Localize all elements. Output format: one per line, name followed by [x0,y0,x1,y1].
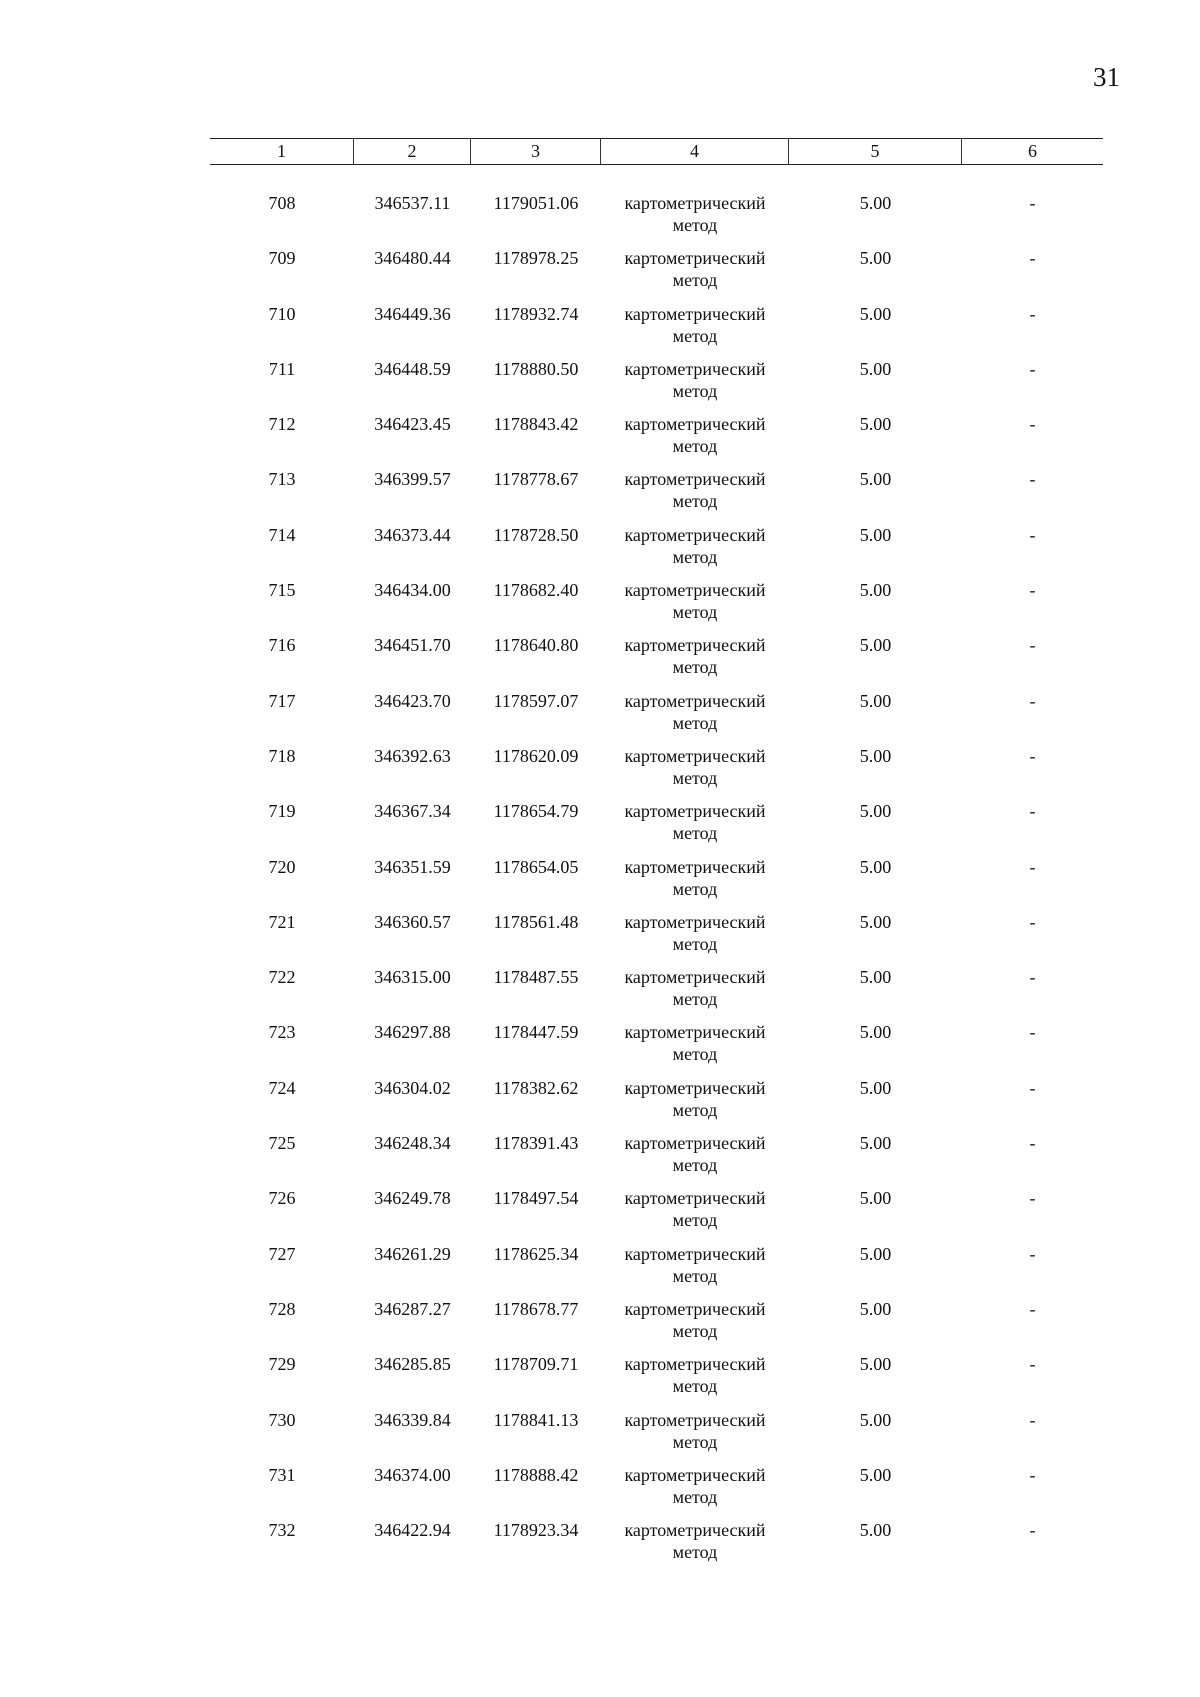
note-cell: - [1029,1188,1036,1209]
method-line-2: метод [672,1431,718,1452]
method-cell [601,1464,789,1519]
method-cell [601,1021,789,1076]
table-row [210,358,1103,413]
coord-x-cell: 346422.94 [374,1520,451,1541]
point-number-cell: 709 [268,248,296,269]
table-row [210,303,1103,358]
method-line-2: метод [672,1265,718,1286]
method-line-1: картометрический [624,524,766,545]
accuracy-cell: 5.00 [859,248,892,269]
method-line-1: картометрический [624,690,766,711]
coord-x-cell: 346360.57 [374,911,451,932]
method-line-2: метод [672,602,718,623]
method-cell [601,413,789,468]
table-row [210,1021,1103,1076]
method-line-1: картометрический [624,193,766,213]
method-line-2: метод [672,380,718,401]
point-number-cell: 716 [268,635,296,656]
coord-x-cell: 346480.44 [374,248,451,269]
point-number-cell: 723 [268,1022,296,1043]
table-row [210,413,1103,468]
point-number-cell: 708 [268,193,296,213]
coord-x-cell: 346351.59 [374,856,451,877]
method-cell [601,468,789,523]
note-cell: - [1029,745,1036,766]
method-line-1: картометрический [624,1298,766,1319]
coord-x-cell: 346434.00 [374,580,451,601]
table-row [210,247,1103,302]
note-cell: - [1029,358,1036,379]
table-row [210,800,1103,855]
coord-x-cell: 346297.88 [374,1022,451,1043]
method-cell [601,358,789,413]
point-number-cell: 720 [268,856,296,877]
accuracy-cell: 5.00 [859,856,892,877]
note-cell: - [1029,1022,1036,1043]
point-number-cell: 730 [268,1409,296,1430]
point-number-cell: 728 [268,1298,296,1319]
method-line-1: картометрический [624,358,766,379]
method-line-2: метод [672,767,718,788]
method-line-1: картометрический [624,1409,766,1430]
accuracy-cell: 5.00 [859,635,892,656]
coord-x-cell: 346373.44 [374,524,451,545]
note-cell: - [1029,580,1036,601]
note-cell: - [1029,248,1036,269]
method-cell [601,303,789,358]
note-cell: - [1029,1133,1036,1154]
method-line-1: картометрический [624,469,766,490]
point-number-cell: 724 [268,1077,296,1098]
table-row [210,579,1103,634]
table-row [210,1243,1103,1298]
coord-x-cell: 346451.70 [374,635,451,656]
method-line-2: метод [672,1320,718,1341]
note-cell: - [1029,414,1036,435]
coord-y-cell: 1178391.43 [493,1133,579,1154]
table-row [210,1409,1103,1464]
method-line-2: метод [672,1542,718,1563]
table-row [210,1077,1103,1132]
accuracy-cell: 5.00 [859,1298,892,1319]
header-col-4: 4 [601,139,789,164]
coord-x-cell: 346399.57 [374,469,451,490]
note-cell: - [1029,911,1036,932]
header-col-1: 1 [210,139,354,164]
method-line-1: картометрический [624,1077,766,1098]
method-line-2: метод [672,491,718,512]
note-cell: - [1029,303,1036,324]
coord-y-cell: 1178923.34 [493,1520,579,1541]
coord-x-cell: 346367.34 [374,801,451,822]
table-row [210,192,1103,247]
coord-x-cell: 346423.70 [374,690,451,711]
accuracy-cell: 5.00 [859,580,892,601]
accuracy-cell: 5.00 [859,801,892,822]
method-line-2: метод [672,546,718,567]
table-row [210,690,1103,745]
note-cell: - [1029,801,1036,822]
point-number-cell: 726 [268,1188,296,1209]
method-line-2: метод [672,878,718,899]
coord-x-cell: 346423.45 [374,414,451,435]
header-col-5: 5 [789,139,962,164]
method-line-2: метод [672,215,718,235]
coord-y-cell: 1178932.74 [493,303,579,324]
method-cell [601,800,789,855]
coord-x-cell: 346537.11 [374,193,451,213]
method-cell [601,1077,789,1132]
accuracy-cell: 5.00 [859,1464,892,1485]
point-number-cell: 714 [268,524,296,545]
coord-y-cell: 1178447.59 [493,1022,579,1043]
accuracy-cell: 5.00 [859,193,892,213]
point-number-cell: 731 [268,1464,296,1485]
method-line-1: картометрический [624,1188,766,1209]
method-line-1: картометрический [624,1133,766,1154]
coord-x-cell: 346448.59 [374,358,451,379]
coord-y-cell: 1178843.42 [493,414,579,435]
method-cell [601,1243,789,1298]
accuracy-cell: 5.00 [859,745,892,766]
accuracy-cell: 5.00 [859,1354,892,1375]
table-row [210,524,1103,579]
header-col-2: 2 [354,139,471,164]
table-row [210,1353,1103,1408]
page-number: 31 [1093,62,1120,92]
table-row [210,1464,1103,1519]
method-cell [601,690,789,745]
point-number-cell: 713 [268,469,296,490]
accuracy-cell: 5.00 [859,1077,892,1098]
method-line-1: картометрический [624,745,766,766]
method-cell [601,966,789,1021]
method-line-1: картометрический [624,1464,766,1485]
coord-y-cell: 1178640.80 [493,635,579,656]
method-cell [601,911,789,966]
accuracy-cell: 5.00 [859,524,892,545]
coord-x-cell: 346315.00 [374,967,451,988]
table-row [210,1187,1103,1242]
coord-x-cell: 346285.85 [374,1354,451,1375]
method-line-1: картометрический [624,248,766,269]
coord-y-cell: 1178620.09 [493,745,579,766]
note-cell: - [1029,1464,1036,1485]
coordinates-table [210,138,1103,1563]
method-cell [601,856,789,911]
method-line-2: метод [672,933,718,954]
method-cell [601,1132,789,1187]
note-cell: - [1029,690,1036,711]
coord-y-cell: 1178654.79 [493,801,579,822]
accuracy-cell: 5.00 [859,414,892,435]
header-col-3: 3 [471,139,601,164]
coord-x-cell: 346287.27 [374,1298,451,1319]
method-line-1: картометрический [624,911,766,932]
method-line-2: метод [672,712,718,733]
coord-y-cell: 1178597.07 [493,690,579,711]
note-cell: - [1029,856,1036,877]
accuracy-cell: 5.00 [859,469,892,490]
table-row [210,468,1103,523]
table-row [210,1132,1103,1187]
method-cell [601,634,789,689]
note-cell: - [1029,1354,1036,1375]
method-line-1: картометрический [624,635,766,656]
accuracy-cell: 5.00 [859,303,892,324]
coord-x-cell: 346261.29 [374,1243,451,1264]
point-number-cell: 722 [268,967,296,988]
method-line-1: картометрический [624,967,766,988]
note-cell: - [1029,524,1036,545]
note-cell: - [1029,1243,1036,1264]
point-number-cell: 725 [268,1133,296,1154]
method-cell [601,247,789,302]
method-line-1: картометрический [624,1354,766,1375]
method-line-2: метод [672,436,718,457]
method-line-2: метод [672,1155,718,1176]
point-number-cell: 710 [268,303,296,324]
note-cell: - [1029,967,1036,988]
method-line-2: метод [672,823,718,844]
coord-y-cell: 1178728.50 [493,524,579,545]
coord-y-cell: 1178709.71 [493,1354,579,1375]
method-line-1: картометрический [624,801,766,822]
accuracy-cell: 5.00 [859,1188,892,1209]
table-body [210,192,1103,1574]
method-cell [601,1519,789,1574]
table-row [210,634,1103,689]
coord-y-cell: 1178978.25 [493,248,579,269]
coord-y-cell: 1178880.50 [493,358,579,379]
method-line-2: метод [672,989,718,1010]
header-col-6: 6 [1028,141,1037,161]
note-cell: - [1029,1409,1036,1430]
coord-y-cell: 1179051.06 [493,193,579,213]
coord-y-cell: 1178625.34 [493,1243,579,1264]
method-line-2: метод [672,1044,718,1065]
accuracy-cell: 5.00 [859,911,892,932]
table-header [210,138,1103,165]
method-cell [601,1409,789,1464]
method-cell [601,745,789,800]
point-number-cell: 718 [268,745,296,766]
note-cell: - [1029,635,1036,656]
table-row [210,745,1103,800]
method-line-1: картометрический [624,856,766,877]
accuracy-cell: 5.00 [859,358,892,379]
coord-x-cell: 346248.34 [374,1133,451,1154]
table-row [210,1519,1103,1574]
method-line-2: метод [672,1486,718,1507]
coord-x-cell: 346392.63 [374,745,451,766]
method-cell [601,192,789,247]
coord-y-cell: 1178778.67 [493,469,579,490]
method-line-2: метод [672,1210,718,1231]
accuracy-cell: 5.00 [859,967,892,988]
coord-y-cell: 1178678.77 [493,1298,579,1319]
coord-x-cell: 346249.78 [374,1188,451,1209]
method-line-1: картометрический [624,580,766,601]
coord-x-cell: 346304.02 [374,1077,451,1098]
method-line-1: картометрический [624,1022,766,1043]
note-cell: - [1029,1520,1036,1541]
point-number-cell: 715 [268,580,296,601]
coord-y-cell: 1178841.13 [493,1409,579,1430]
method-line-2: метод [672,270,718,291]
point-number-cell: 732 [268,1520,296,1541]
accuracy-cell: 5.00 [859,1409,892,1430]
table-row [210,911,1103,966]
method-cell [601,1353,789,1408]
point-number-cell: 717 [268,690,296,711]
note-cell: - [1029,193,1036,213]
point-number-cell: 711 [268,358,296,379]
method-cell [601,579,789,634]
method-line-2: метод [672,657,718,678]
coord-y-cell: 1178561.48 [493,911,579,932]
method-cell [601,1187,789,1242]
note-cell: - [1029,1298,1036,1319]
note-cell: - [1029,1077,1036,1098]
coord-x-cell: 346449.36 [374,303,451,324]
coord-y-cell: 1178682.40 [493,580,579,601]
coord-y-cell: 1178497.54 [493,1188,579,1209]
point-number-cell: 727 [268,1243,296,1264]
accuracy-cell: 5.00 [859,1133,892,1154]
accuracy-cell: 5.00 [859,1243,892,1264]
method-line-2: метод [672,1099,718,1120]
method-line-1: картометрический [624,1243,766,1264]
table-row [210,856,1103,911]
point-number-cell: 719 [268,801,296,822]
point-number-cell: 712 [268,414,296,435]
method-line-2: метод [672,1376,718,1397]
point-number-cell: 721 [268,911,296,932]
coord-y-cell: 1178487.55 [493,967,579,988]
method-cell [601,524,789,579]
point-number-cell: 729 [268,1354,296,1375]
table-row [210,1298,1103,1353]
method-line-1: картометрический [624,1520,766,1541]
coord-x-cell: 346374.00 [374,1464,451,1485]
coord-x-cell: 346339.84 [374,1409,451,1430]
accuracy-cell: 5.00 [859,690,892,711]
accuracy-cell: 5.00 [859,1520,892,1541]
method-line-1: картометрический [624,303,766,324]
method-line-2: метод [672,325,718,346]
method-line-1: картометрический [624,414,766,435]
coord-y-cell: 1178382.62 [493,1077,579,1098]
coord-y-cell: 1178888.42 [493,1464,579,1485]
table-row [210,966,1103,1021]
method-cell [601,1298,789,1353]
accuracy-cell: 5.00 [859,1022,892,1043]
note-cell: - [1029,469,1036,490]
coord-y-cell: 1178654.05 [493,856,579,877]
